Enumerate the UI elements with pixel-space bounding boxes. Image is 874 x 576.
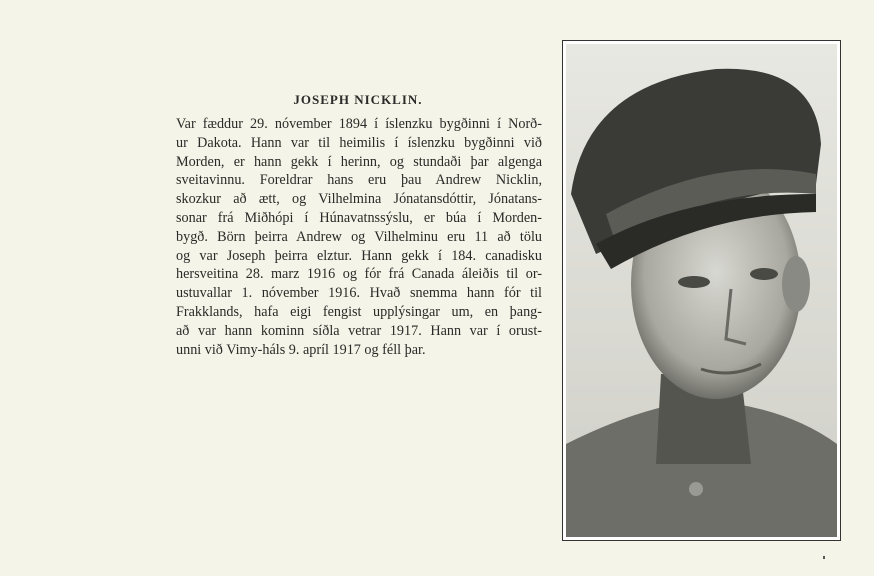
soldier-portrait-image [566,44,837,537]
body-line: sveitavinnu. Foreldrar hans eru þau Andrew Nicklin, [176,172,542,189]
body-line: unni við Vimy-háls 9. apríl 1917 og féll þar. [176,341,426,358]
article-body [176,115,542,359]
body-line: og var Joseph þeirra elztur. Hann gekk í 184. canadisku [176,247,542,264]
body-line: að var hann kominn síðla vetrar 1917. Hann var í orust- [176,322,542,339]
article-title: JOSEPH NICKLIN. [293,92,423,107]
body-line: hersveitina 28. marz 1916 og fór frá Canada áleiðis til or- [176,266,542,283]
body-line: sonar frá Miðhópi í Húnavatnssýslu, er búa í Morden- [176,209,542,226]
body-line: Morden, er hann gekk í herinn, og stundaði þar algenga [176,153,542,170]
print-speck [823,556,825,559]
body-line: ustuvallar 1. nóvember 1916. Hvað snemma hann fór til [176,285,542,302]
body-line: Var fæddur 29. nóvember 1894 í íslenzku bygðinni í Norð- [176,116,542,132]
body-line: ur Dakota. Hann var til heimilis í íslenzku bygðinni við [176,134,542,151]
portrait-photo [562,40,841,541]
body-line: skozkur að ætt, og Vilhelmina Jónatansdóttir, Jónatans- [176,191,542,208]
body-line: bygð. Börn þeirra Andrew og Vilhelminu eru 11 að tölu [176,228,542,245]
body-line: Frakklands, hafa eigi fengist upplýsingar um, en þang- [176,303,542,320]
